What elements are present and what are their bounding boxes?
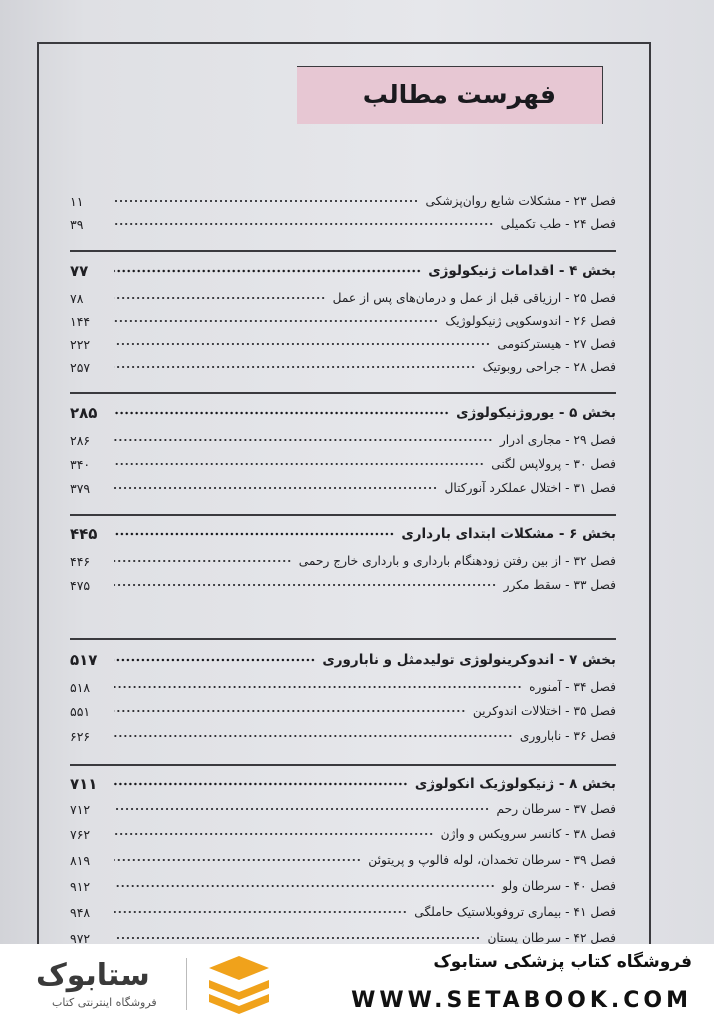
toc-row[interactable]: فصل ۴۱ - بیماری تروفوبلاستیک حاملگی ۹۴۸ [70, 904, 616, 920]
toc-row[interactable]: فصل ۲۹ - مجاری ادرار ۲۸۶ [70, 432, 616, 448]
toc-row[interactable]: فصل ۳۵ - اختلالات اندوکرین ۵۵۱ [70, 703, 616, 719]
dot-leader [114, 707, 466, 715]
dot-leader [114, 409, 449, 417]
dot-leader [114, 340, 490, 348]
toc-part-row[interactable]: بخش ۵ - یوروژنیکولوژی ۲۸۵ [70, 404, 616, 422]
store-name: فروشگاه کتاب پزشکی ستابوک [433, 952, 692, 972]
dot-leader [114, 683, 522, 691]
toc-row[interactable]: فصل ۳۲ - از بین رفتن زودهنگام بارداری و بارداری خارج رحمی ۴۴۶ [70, 553, 616, 569]
toc-row[interactable]: فصل ۳۰ - پرولاپس لگنی ۳۴۰ [70, 456, 616, 472]
store-url[interactable]: WWW.SETABOOK.COM [351, 988, 692, 1013]
toc-row[interactable]: فصل ۳۹ - سرطان تخمدان، لوله فالوپ و پریتوئن ۸۱۹ [70, 852, 616, 868]
toc-row[interactable]: فصل ۳۳ - سقط مکرر ۴۷۵ [70, 577, 616, 593]
dot-leader [114, 436, 493, 444]
dot-leader [114, 780, 408, 788]
dot-leader [114, 460, 484, 468]
section-divider [70, 250, 616, 252]
logo-divider [186, 958, 187, 1010]
toc-row[interactable]: فصل ۴۰ - سرطان ولو ۹۱۲ [70, 878, 616, 894]
dot-leader [114, 856, 361, 864]
dot-leader [114, 557, 292, 565]
dot-leader [114, 197, 419, 205]
toc-row[interactable]: فصل ۲۵ - ارزیاقی قبل از عمل و درمان‌های پس از عمل ۷۸ [70, 290, 616, 306]
title-box [297, 66, 603, 124]
dot-leader [114, 830, 434, 838]
dot-leader [114, 484, 438, 492]
dot-leader [114, 934, 480, 942]
toc-row[interactable]: فصل ۲۸ - جراحی روبوتیک ۲۵۷ [70, 359, 616, 375]
toc-row[interactable]: فصل ۳۱ - اختلال عملکرد آنورکتال ۳۷۹ [70, 480, 616, 496]
toc-row[interactable]: فصل ۲۶ - اندوسکوپی ژنیکولوژیک ۱۴۴ [70, 313, 616, 329]
toc-part-row[interactable]: بخش ۴ - اقدامات ژنیکولوژی ۷۷ [70, 262, 616, 280]
dot-leader [114, 882, 495, 890]
dot-leader [114, 294, 326, 302]
toc-row[interactable]: فصل ۳۶ - ناباروری ۶۲۶ [70, 728, 616, 744]
section-divider [70, 392, 616, 394]
toc-part-row[interactable]: بخش ۶ - مشکلات ابتدای بارداری ۴۴۵ [70, 525, 616, 543]
page-title: فهرست مطالب [362, 80, 556, 109]
logo-subtitle: فروشگاه اینترنتی کتاب [52, 996, 157, 1009]
dot-leader [114, 581, 497, 589]
logo-wordmark: ستابوک [36, 958, 150, 993]
section-divider [70, 638, 616, 640]
dot-leader [114, 220, 494, 228]
section-divider [70, 514, 616, 516]
toc-row[interactable]: فصل ۲۳ - مشکلات شایع روان‌پزشکی ۱۱ [70, 193, 616, 209]
toc-row[interactable]: فصل ۴۲ - سرطان پستان ۹۷۲ [70, 930, 616, 944]
toc-row[interactable]: فصل ۲۷ - هیسترکتومی ۲۲۲ [70, 336, 616, 352]
book-stack-logo-icon [204, 954, 274, 1014]
toc-part-row[interactable]: بخش ۸ - ژنیکولوژیک انکولوژی ۷۱۱ [70, 775, 616, 793]
toc-row[interactable]: فصل ۳۸ - کانسر سرویکس و واژن ۷۶۲ [70, 826, 616, 842]
dot-leader [114, 530, 394, 538]
dot-leader [114, 908, 407, 916]
toc-row[interactable]: فصل ۳۴ - آمنوره ۵۱۸ [70, 679, 616, 695]
toc-row[interactable]: فصل ۲۴ - طب تکمیلی ۳۹ [70, 216, 616, 232]
section-divider [70, 764, 616, 766]
toc-row[interactable]: فصل ۳۷ - سرطان رحم ۷۱۲ [70, 801, 616, 817]
dot-leader [114, 732, 513, 740]
dot-leader [114, 363, 476, 371]
dot-leader [114, 267, 421, 275]
store-footer-banner [0, 944, 714, 1024]
toc-part-row[interactable]: بخش ۷ - اندوکرینولوژی تولیدمثل و ناباروری ۵۱۷ [70, 651, 616, 669]
dot-leader [114, 317, 438, 325]
dot-leader [114, 656, 315, 664]
dot-leader [114, 805, 490, 813]
